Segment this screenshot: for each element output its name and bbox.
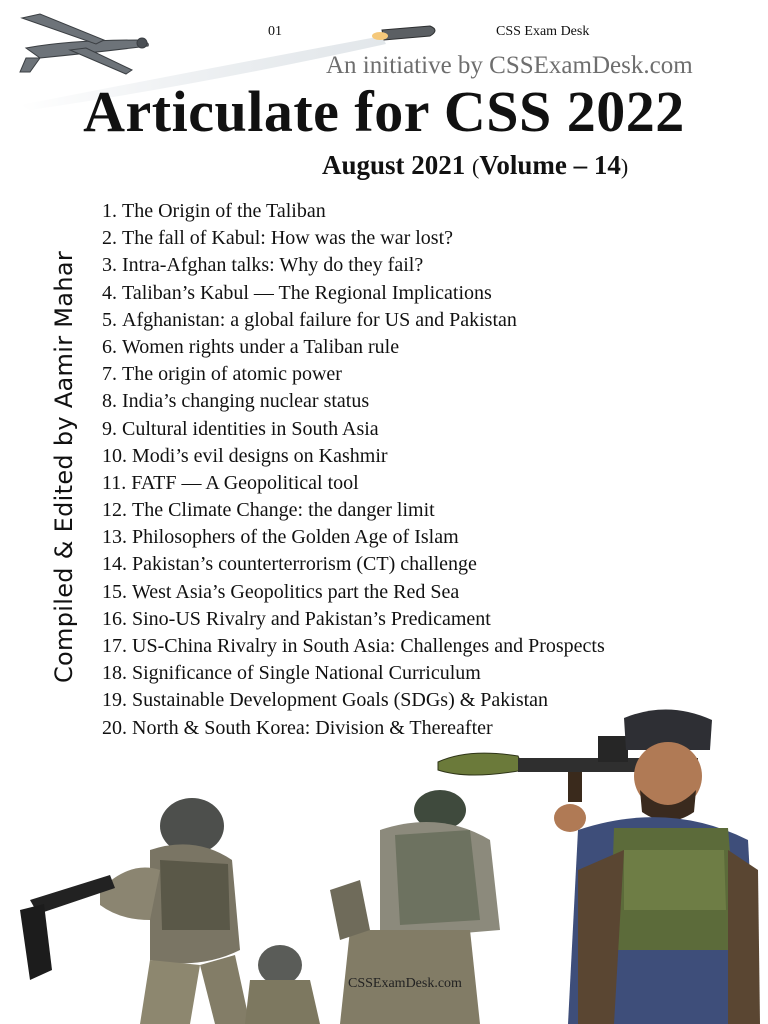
toc-number: 1. (102, 200, 117, 222)
toc-item[interactable] (102, 551, 605, 578)
toc-title: North & South Korea: Division & Thereafter (132, 716, 493, 739)
soldier-kneeling-icon (245, 945, 320, 1024)
toc-item[interactable] (102, 470, 605, 497)
toc-item[interactable] (102, 524, 605, 551)
toc-number: 7. (102, 363, 117, 386)
toc-item[interactable] (102, 579, 605, 606)
toc-title: Philosophers of the Golden Age of Islam (132, 526, 459, 549)
toc-title: The Climate Change: the danger limit (132, 499, 435, 522)
toc-title: The origin of atomic power (122, 363, 342, 386)
toc-title: Significance of Single National Curriculum (132, 662, 481, 685)
fighter-body-icon (554, 804, 760, 1024)
drone-icon (20, 14, 148, 74)
toc-number: 6. (102, 335, 117, 358)
initiative-line: An initiative by CSSExamDesk.com (326, 52, 693, 79)
toc-item[interactable] (102, 225, 605, 252)
toc-item[interactable] (102, 388, 605, 415)
toc-item[interactable] (102, 307, 605, 334)
toc-number: 13. (102, 526, 127, 549)
toc-title: Women rights under a Taliban rule (122, 335, 400, 358)
toc-number: 18. (102, 662, 127, 685)
issue-paren-close: ) (620, 154, 629, 179)
toc-number: 20. (102, 716, 127, 739)
page-number: 01 (268, 24, 282, 39)
toc-title: Cultural identities in South Asia (122, 417, 379, 440)
toc-item[interactable] (102, 633, 605, 660)
toc-number: 19. (102, 689, 127, 712)
table-of-contents (102, 198, 605, 742)
footer-url[interactable]: CSSExamDesk.com (348, 976, 462, 991)
toc-number: 10. (102, 444, 127, 467)
toc-title: Pakistan’s counterterrorism (CT) challenge (132, 553, 477, 576)
toc-number: 16. (102, 607, 127, 630)
fighter-illustration (428, 700, 768, 1024)
toc-item[interactable] (102, 660, 605, 687)
toc-title: Intra-Afghan talks: Why do they fail? (122, 254, 424, 277)
toc-item[interactable] (102, 416, 605, 443)
toc-number: 4. (102, 281, 117, 304)
issue-volume: Volume – 14 (479, 150, 621, 180)
toc-title: West Asia’s Geopolitics part the Red Sea (132, 580, 460, 603)
toc-title: India’s changing nuclear status (122, 390, 370, 413)
issue-line (322, 150, 628, 181)
desk-label: CSS Exam Desk (496, 24, 590, 39)
toc-number: 17. (102, 635, 127, 657)
toc-title: Afghanistan: a global failure for US and Pakistan (122, 308, 517, 331)
issue-paren-open: ( (472, 154, 480, 179)
toc-item[interactable] (102, 443, 605, 470)
toc-number: 5. (102, 308, 117, 331)
soldier-left-icon (20, 798, 250, 1024)
toc-item[interactable] (102, 252, 605, 279)
toc-title: Modi’s evil designs on Kashmir (132, 444, 388, 467)
page-title: Articulate for CSS 2022 (83, 79, 685, 144)
toc-number: 8. (102, 390, 117, 413)
toc-title: FATF — A Geopolitical tool (131, 471, 359, 494)
toc-number: 12. (102, 499, 127, 522)
toc-title: Taliban’s Kabul — The Regional Implications (122, 281, 492, 304)
toc-item[interactable] (102, 361, 605, 388)
editor-credit: Compiled & Edited by Aamir Mahar (50, 250, 78, 683)
toc-title: Sustainable Development Goals (SDGs) & Pakistan (132, 689, 549, 712)
toc-item[interactable] (102, 280, 605, 307)
toc-item[interactable] (102, 606, 605, 633)
missile-icon (372, 26, 435, 40)
toc-number: 15. (102, 580, 127, 603)
toc-number: 3. (102, 254, 117, 277)
issue-month: August 2021 (322, 150, 466, 180)
toc-number: 14. (102, 553, 127, 576)
toc-item[interactable] (102, 198, 605, 225)
toc-title: The fall of Kabul: How was the war lost? (122, 227, 454, 250)
toc-number: 11. (102, 471, 127, 494)
toc-number: 2. (102, 227, 117, 250)
toc-title: US-China Rivalry in South Asia: Challenges and Prospects (132, 635, 605, 657)
toc-item[interactable] (102, 334, 605, 361)
toc-number: 9. (102, 417, 117, 440)
toc-title: Sino-US Rivalry and Pakistan’s Predicament (132, 607, 491, 630)
toc-title: The Origin of the Taliban (122, 200, 326, 222)
fighter-head-icon (624, 709, 712, 821)
toc-item[interactable] (102, 497, 605, 524)
